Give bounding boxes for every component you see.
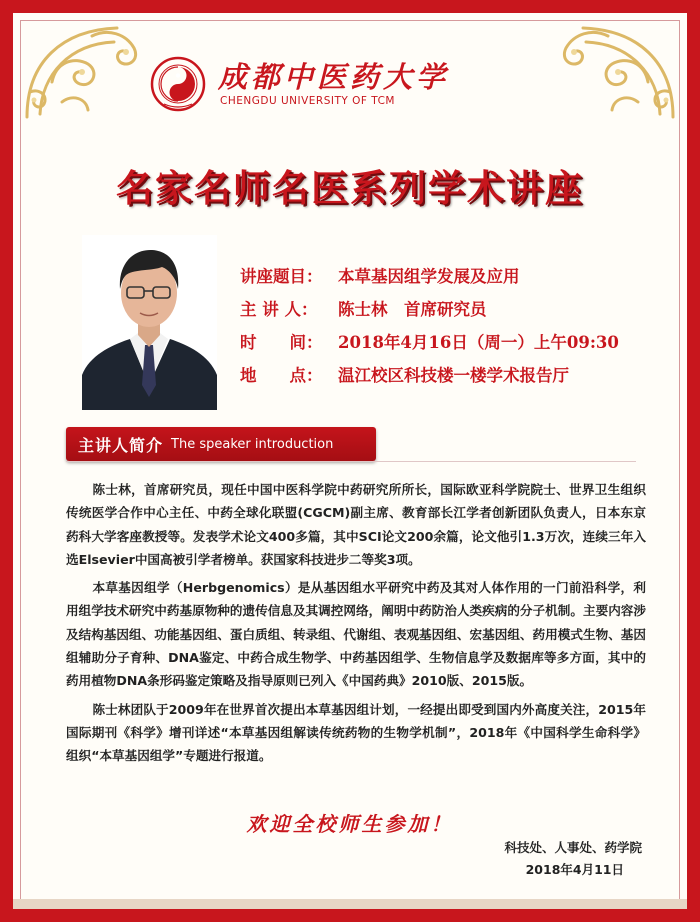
section-title-cn: 主讲人简介 xyxy=(78,435,164,455)
topic-row xyxy=(240,260,619,293)
organizers: 科技处、人事处、药学院 xyxy=(504,840,642,855)
speaker-intro-header xyxy=(66,427,376,461)
time-label: 时 间： xyxy=(240,333,323,352)
university-header xyxy=(150,56,449,112)
speaker-label: 主 讲 人： xyxy=(240,300,318,319)
speaker-value: 陈士林 首席研究员 xyxy=(338,300,487,319)
topic-label: 讲座题目： xyxy=(240,267,323,286)
bio-paragraph: 本草基因组学（Herbgenomics）是从基因组水平研究中药及其对人体作用的一门前沿科学，利用组学技术研究中药基原物种的遗传信息及其调控网络，阐明中药防治人类疾病的分子机制。主要内容涉及结构基因组、功能基因组、蛋白质组、转录组、代谢组、表观基因组、宏基因组、药用模式生物、基因组辅助分子育种、DNA鉴定、中药合成生物学、中药基因组学、生物信息学及数据库等多方面，其中的药用植物DNA条形码鉴定策略及指导原则已列入《中国药典》2010版、2015版。 xyxy=(66,580,646,689)
university-name-cn: 成都中医药大学 xyxy=(218,60,450,94)
welcome-message: 欢迎全校师生参加！ xyxy=(246,812,454,836)
speaker-bio xyxy=(66,478,646,773)
time-value: 2018年4月16日（周一）上午09:30 xyxy=(338,333,619,352)
place-row xyxy=(240,359,619,392)
bottom-band xyxy=(13,899,687,909)
poster-title: 名家名师名医系列学术讲座 xyxy=(116,167,584,210)
corner-ornament-left xyxy=(22,22,147,122)
university-seal-icon xyxy=(150,56,206,112)
place-label: 地 点： xyxy=(240,366,323,385)
university-name-en: CHENGDU UNIVERSITY OF TCM xyxy=(220,95,395,107)
section-divider xyxy=(66,461,636,462)
time-row xyxy=(240,326,619,359)
corner-ornament-right xyxy=(553,22,678,122)
section-title-en: The speaker introduction xyxy=(171,436,334,452)
bio-paragraph: 陈士林，首席研究员，现任中国中医科学院中药研究所所长，国际欧亚科学院院士、世界卫生组织传统医学合作中心主任、中药全球化联盟(CGCM)副主席、教育部长江学者创新团队负责人，日本东京药科大学客座教授等。发表学术论文400多篇，其中SCI论文200余篇，论文他引1.3万次，连续三年入选Elsevier中国高被引学者榜单。获国家科技进步二等奖3项。 xyxy=(66,482,646,567)
lecture-info xyxy=(240,260,619,392)
speaker-row xyxy=(240,293,619,326)
bio-paragraph: 陈士林团队于2009年在世界首次提出本草基因组计划，一经提出即受到国内外高度关注，2015年国际期刊《科学》增刊详述“本草基因组解读传统药物的生物学机制”，2018年《中国科学生命科学》组织“本草基因组学”专题进行报道。 xyxy=(66,701,646,764)
issue-date: 2018年4月11日 xyxy=(525,862,624,877)
place-value: 温江校区科技楼一楼学术报告厅 xyxy=(338,366,569,385)
topic-value: 本草基因组学发展及应用 xyxy=(338,267,520,286)
speaker-photo xyxy=(82,235,217,410)
